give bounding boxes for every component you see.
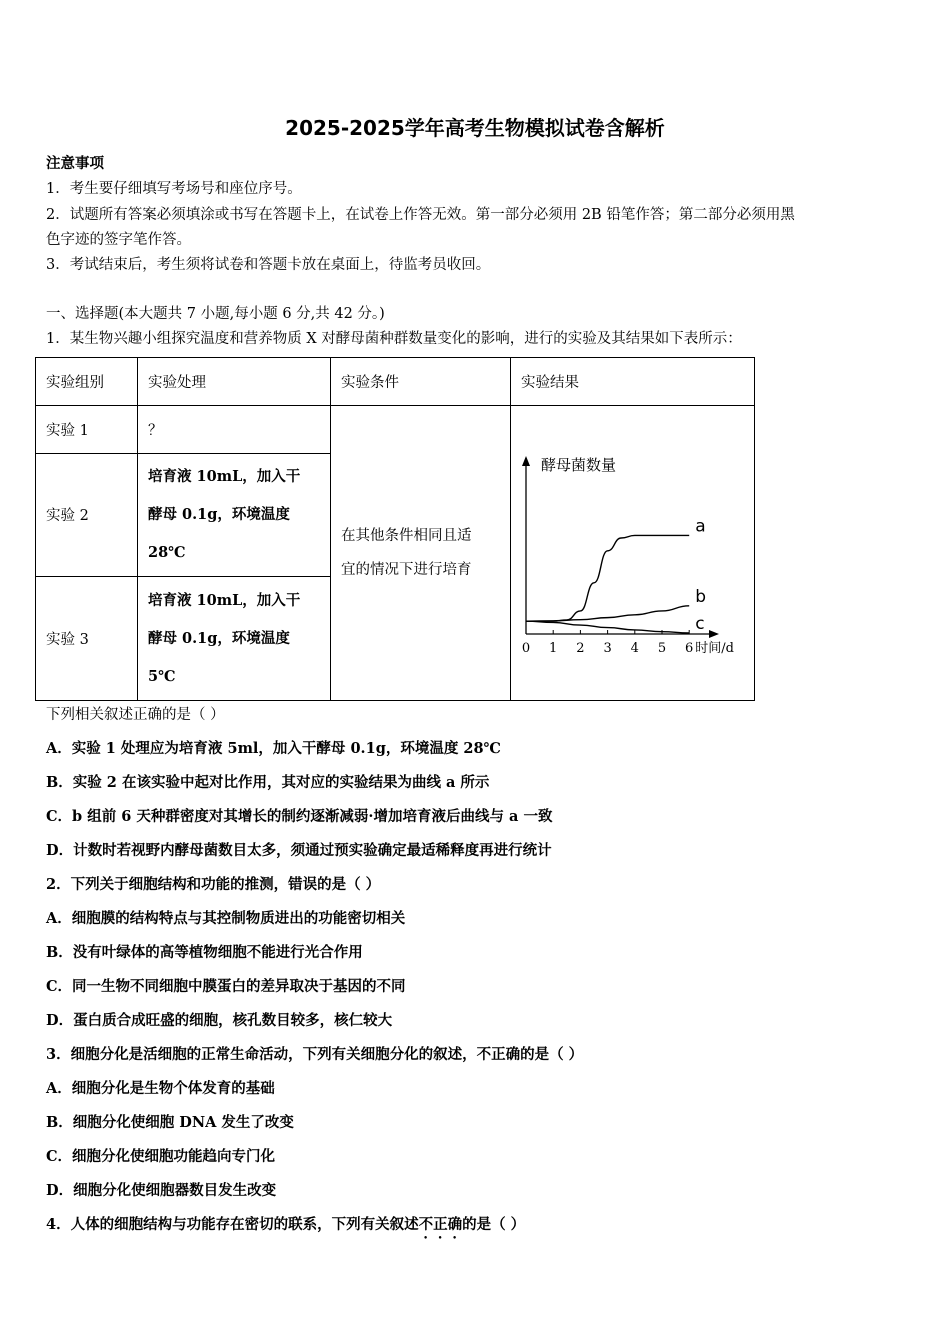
notice-item: 2．试题所有答案必须填涂或书写在答题卡上，在试卷上作答无效。第一部分必须用 2B 铅笔作答；第二部分必须用黑 [46, 207, 795, 223]
curve-label-b: b [695, 586, 706, 607]
x-tick-label: 5 [657, 641, 667, 656]
option-c: C．同一生物不同细胞中膜蛋白的差异取决于基因的不同 [46, 978, 406, 995]
treatment-line: 28℃ [148, 543, 186, 561]
notice-item: 1．考生要仔细填写考场号和座位序号。 [46, 181, 302, 197]
table-cell-group: 实验 3 [36, 577, 138, 701]
question-4-stem-start: 4．人体的细胞结构与功能存在密切的联系，下列有关叙述 [46, 1216, 419, 1233]
question-2-stem: 2．下列关于细胞结构和功能的推测，错误的是（ ） [46, 876, 381, 893]
treatment-line: 酵母 0.1g，环境温度 [148, 629, 290, 647]
treatment-line: 培育液 10mL，加入干 [148, 591, 301, 609]
option-b: B．没有叶绿体的高等植物细胞不能进行光合作用 [46, 944, 363, 961]
table-header: 实验条件 [331, 358, 511, 406]
y-axis-label: 酵母菌数量 [541, 456, 617, 474]
option-a: A．细胞膜的结构特点与其控制物质进出的功能密切相关 [46, 910, 406, 927]
table-cell-treatment [138, 453, 331, 577]
table-header: 实验结果 [511, 358, 755, 406]
x-tick-label: 3 [603, 641, 612, 656]
x-tick-label: 2 [576, 641, 585, 656]
curve-label-c: c [695, 613, 705, 634]
option-c: C．细胞分化使细胞功能趋向专门化 [46, 1148, 276, 1165]
y-axis-arrow [522, 456, 530, 466]
condition-line: 宜的情况下进行培育 [341, 562, 472, 578]
option-d: D．蛋白质合成旺盛的细胞，核孔数目较多，核仁较大 [46, 1012, 393, 1029]
treatment-line: 5℃ [148, 667, 176, 685]
curve-b [526, 606, 689, 621]
table-cell-condition [331, 406, 511, 701]
notice-heading: 注意事项 [46, 155, 104, 172]
question-1-prompt: 下列相关叙述正确的是（ ） [46, 707, 225, 723]
x-axis-label: 时间/d [695, 641, 734, 656]
x-tick-label: 1 [549, 641, 558, 656]
x-tick-label: 4 [630, 641, 639, 656]
curve-label-a: a [695, 516, 706, 537]
option-d: D．细胞分化使细胞器数目发生改变 [46, 1182, 277, 1199]
x-axis-arrow [709, 630, 719, 638]
condition-line: 在其他条件相同且适 [341, 528, 472, 544]
option-a: A．实验 1 处理应为培育液 5ml，加入干酵母 0.1g，环境温度 28℃ [46, 740, 501, 757]
experiment-table [35, 357, 755, 701]
question-4-stem-end: 的是（ ） [462, 1216, 526, 1233]
table-cell-group: 实验 1 [36, 406, 138, 454]
notice-item: 色字迹的签字笔作答。 [46, 232, 191, 248]
option-c: C．b 组前 6 天种群密度对其增长的制约逐渐减弱·增加培育液后曲线与 a 一致 [46, 808, 553, 825]
table-header: 实验组别 [36, 358, 138, 406]
table-cell-result [511, 406, 755, 701]
table-cell-group: 实验 2 [36, 453, 138, 577]
treatment-line: 培育液 10mL，加入干 [148, 467, 301, 485]
table-header: 实验处理 [138, 358, 331, 406]
treatment-line: 酵母 0.1g，环境温度 [148, 505, 290, 523]
x-tick-label: 6 [685, 641, 694, 656]
option-b: B．实验 2 在该实验中起对比作用，其对应的实验结果为曲线 a 所示 [46, 774, 490, 791]
question-1-stem: 1．某生物兴趣小组探究温度和营养物质 X 对酵母菌种群数量变化的影响，进行的实验及其结果如下表所示： [46, 331, 742, 347]
page-title: 2025-2025学年高考生物模拟试卷含解析 [285, 116, 665, 140]
curve-a [526, 535, 689, 621]
option-d: D．计数时若视野内酵母菌数目太多，须通过预实验确定最适稀释度再进行统计 [46, 842, 552, 859]
option-a: A．细胞分化是生物个体发育的基础 [46, 1080, 275, 1097]
question-4-stem [46, 1213, 525, 1242]
option-b: B．细胞分化使细胞 DNA 发生了改变 [46, 1114, 294, 1131]
question-4-emphasis: 不正确 [418, 1216, 463, 1233]
notice-item: 3．考试结束后，考生须将试卷和答题卡放在桌面上，待监考员收回。 [46, 257, 491, 273]
growth-curve-chart [511, 406, 754, 696]
table-cell-treatment [138, 577, 331, 701]
table-cell-treatment: ？ [138, 406, 331, 454]
x-tick-label: 0 [521, 641, 531, 656]
question-3-stem: 3．细胞分化是活细胞的正常生命活动，下列有关细胞分化的叙述，不正确的是（ ） [46, 1046, 584, 1063]
section-heading: 一、选择题(本大题共 7 小题,每小题 6 分,共 42 分。) [46, 306, 385, 322]
